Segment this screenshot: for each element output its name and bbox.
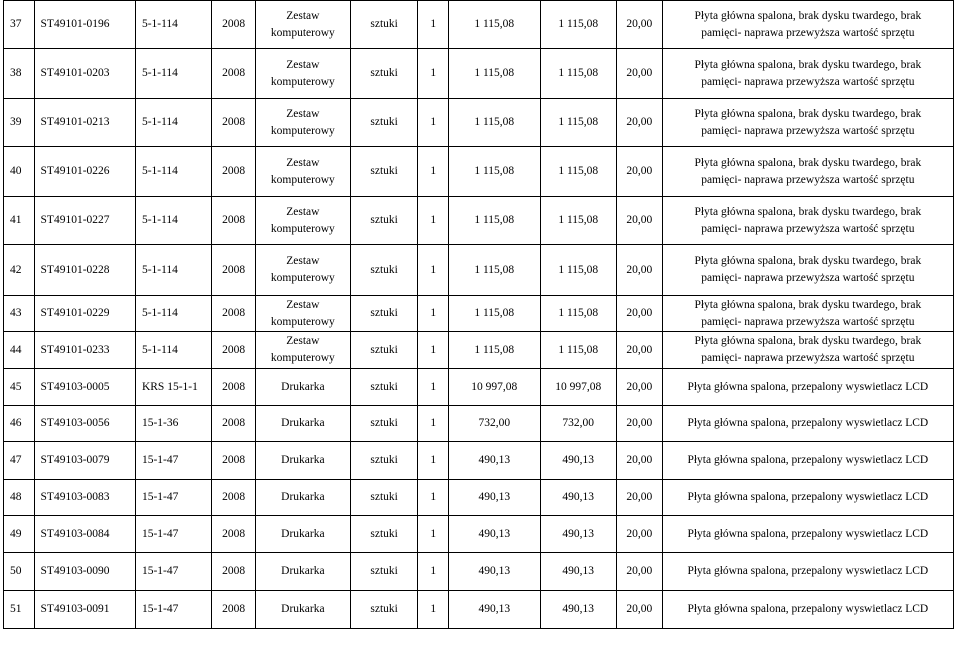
asset-table xyxy=(3,0,954,629)
row-number: 45 xyxy=(4,369,35,406)
year: 2008 xyxy=(212,245,256,296)
classification-code: KRS 15-1-1 xyxy=(135,369,211,406)
item-name-line1: Zestaw xyxy=(286,58,320,71)
quantity: 1 xyxy=(418,480,449,516)
total-value: 490,13 xyxy=(540,442,616,480)
unit: sztuki xyxy=(350,197,418,245)
unit: sztuki xyxy=(350,516,418,553)
total-value: 732,00 xyxy=(540,406,616,442)
item-name-line2: komputerowy xyxy=(270,26,335,39)
condition-description-line1: Płyta główna spalona, brak dysku twardego, brak xyxy=(694,255,922,267)
classification-code: 5-1-114 xyxy=(135,1,211,49)
item-name-line1: Drukarka xyxy=(281,454,325,466)
item-name-line1: Zestaw xyxy=(286,107,320,120)
rate: 20,00 xyxy=(616,591,662,629)
condition-description xyxy=(662,1,953,49)
total-value: 1 115,08 xyxy=(540,332,616,369)
classification-code: 5-1-114 xyxy=(135,99,211,147)
item-name-line2: komputerowy xyxy=(270,315,335,328)
item-name-line1: Drukarka xyxy=(281,417,325,429)
rate: 20,00 xyxy=(616,245,662,296)
year: 2008 xyxy=(212,147,256,197)
condition-description-line2: pamięci- naprawa przewyższa wartość sprzętu xyxy=(701,352,915,364)
total-value: 1 115,08 xyxy=(540,197,616,245)
unit-price: 490,13 xyxy=(448,516,540,553)
condition-description-line2: pamięci- naprawa przewyższa wartość sprzętu xyxy=(701,173,915,186)
inventory-number: ST49103-0091 xyxy=(34,591,135,629)
total-value: 490,13 xyxy=(540,553,616,591)
item-name xyxy=(255,516,350,553)
unit-price: 10 997,08 xyxy=(448,369,540,406)
condition-description xyxy=(662,99,953,147)
item-name xyxy=(255,296,350,332)
inventory-number: ST49103-0005 xyxy=(34,369,135,406)
unit-price: 1 115,08 xyxy=(448,197,540,245)
unit-price: 1 115,08 xyxy=(448,245,540,296)
item-name xyxy=(255,442,350,480)
condition-description-line1: Płyta główna spalona, przepalony wyswietlacz LCD xyxy=(687,565,929,577)
total-value: 1 115,08 xyxy=(540,147,616,197)
rate: 20,00 xyxy=(616,553,662,591)
condition-description xyxy=(662,480,953,516)
condition-description xyxy=(662,49,953,99)
condition-description xyxy=(662,332,953,369)
rate: 20,00 xyxy=(616,406,662,442)
classification-code: 15-1-47 xyxy=(135,591,211,629)
rate: 20,00 xyxy=(616,332,662,369)
classification-code: 15-1-47 xyxy=(135,480,211,516)
rate: 20,00 xyxy=(616,99,662,147)
unit-price: 490,13 xyxy=(448,442,540,480)
condition-description-line1: Płyta główna spalona, przepalony wyswietlacz LCD xyxy=(687,380,929,393)
item-name-line1: Zestaw xyxy=(286,298,320,311)
unit: sztuki xyxy=(350,296,418,332)
row-number: 38 xyxy=(4,49,35,99)
unit: sztuki xyxy=(350,591,418,629)
year: 2008 xyxy=(212,480,256,516)
condition-description-line2: pamięci- naprawa przewyższa wartość sprzętu xyxy=(701,315,915,328)
condition-description-line2: pamięci- naprawa przewyższa wartość sprzętu xyxy=(701,75,915,88)
inventory-number: ST49103-0079 xyxy=(34,442,135,480)
unit-price: 1 115,08 xyxy=(448,147,540,197)
quantity: 1 xyxy=(418,332,449,369)
item-name-line2: komputerowy xyxy=(270,75,335,88)
total-value: 10 997,08 xyxy=(540,369,616,406)
unit: sztuki xyxy=(350,99,418,147)
item-name-line1: Drukarka xyxy=(281,380,325,393)
inventory-number: ST49101-0227 xyxy=(34,197,135,245)
table-row xyxy=(4,332,954,369)
table-row xyxy=(4,49,954,99)
unit: sztuki xyxy=(350,332,418,369)
row-number: 48 xyxy=(4,480,35,516)
year: 2008 xyxy=(212,49,256,99)
quantity: 1 xyxy=(418,99,449,147)
unit-price: 1 115,08 xyxy=(448,99,540,147)
year: 2008 xyxy=(212,369,256,406)
rate: 20,00 xyxy=(616,147,662,197)
table-row xyxy=(4,197,954,245)
item-name-line1: Drukarka xyxy=(281,603,325,615)
table-row xyxy=(4,591,954,629)
row-number: 39 xyxy=(4,99,35,147)
item-name xyxy=(255,245,350,296)
year: 2008 xyxy=(212,296,256,332)
item-name-line1: Drukarka xyxy=(281,491,325,503)
item-name-line1: Zestaw xyxy=(286,205,320,218)
item-name-line1: Zestaw xyxy=(286,156,320,169)
classification-code: 5-1-114 xyxy=(135,296,211,332)
unit: sztuki xyxy=(350,369,418,406)
total-value: 1 115,08 xyxy=(540,296,616,332)
rate: 20,00 xyxy=(616,49,662,99)
unit: sztuki xyxy=(350,245,418,296)
quantity: 1 xyxy=(418,245,449,296)
quantity: 1 xyxy=(418,516,449,553)
year: 2008 xyxy=(212,99,256,147)
condition-description-line1: Płyta główna spalona, brak dysku twardego, brak xyxy=(694,9,922,22)
year: 2008 xyxy=(212,591,256,629)
quantity: 1 xyxy=(418,591,449,629)
item-name-line2: komputerowy xyxy=(270,124,335,137)
rate: 20,00 xyxy=(616,197,662,245)
table-row xyxy=(4,99,954,147)
table-row xyxy=(4,147,954,197)
table-row xyxy=(4,369,954,406)
inventory-number: ST49103-0090 xyxy=(34,553,135,591)
condition-description-line1: Płyta główna spalona, brak dysku twardego, brak xyxy=(694,205,922,218)
item-name xyxy=(255,480,350,516)
condition-description xyxy=(662,369,953,406)
condition-description-line2: pamięci- naprawa przewyższa wartość sprzętu xyxy=(701,222,915,235)
quantity: 1 xyxy=(418,369,449,406)
table-row xyxy=(4,480,954,516)
rate: 20,00 xyxy=(616,296,662,332)
classification-code: 5-1-114 xyxy=(135,147,211,197)
item-name xyxy=(255,147,350,197)
total-value: 1 115,08 xyxy=(540,245,616,296)
condition-description xyxy=(662,147,953,197)
row-number: 50 xyxy=(4,553,35,591)
total-value: 490,13 xyxy=(540,480,616,516)
row-number: 37 xyxy=(4,1,35,49)
row-number: 51 xyxy=(4,591,35,629)
row-number: 46 xyxy=(4,406,35,442)
unit: sztuki xyxy=(350,406,418,442)
table-row xyxy=(4,442,954,480)
unit-price: 1 115,08 xyxy=(448,49,540,99)
total-value: 490,13 xyxy=(540,516,616,553)
rate: 20,00 xyxy=(616,516,662,553)
unit: sztuki xyxy=(350,147,418,197)
condition-description-line1: Płyta główna spalona, przepalony wyswietlacz LCD xyxy=(687,603,929,615)
classification-code: 15-1-47 xyxy=(135,516,211,553)
table-row xyxy=(4,296,954,332)
item-name-line1: Drukarka xyxy=(281,565,325,577)
condition-description xyxy=(662,591,953,629)
item-name-line2: komputerowy xyxy=(270,222,335,235)
inventory-number: ST49103-0056 xyxy=(34,406,135,442)
condition-description xyxy=(662,442,953,480)
condition-description xyxy=(662,516,953,553)
row-number: 47 xyxy=(4,442,35,480)
condition-description-line1: Płyta główna spalona, brak dysku twardego, brak xyxy=(694,335,922,347)
year: 2008 xyxy=(212,332,256,369)
quantity: 1 xyxy=(418,442,449,480)
unit-price: 490,13 xyxy=(448,480,540,516)
condition-description xyxy=(662,553,953,591)
item-name-line2: komputerowy xyxy=(270,173,335,186)
item-name xyxy=(255,99,350,147)
classification-code: 15-1-36 xyxy=(135,406,211,442)
unit: sztuki xyxy=(350,480,418,516)
classification-code: 5-1-114 xyxy=(135,49,211,99)
total-value: 490,13 xyxy=(540,591,616,629)
unit: sztuki xyxy=(350,49,418,99)
condition-description-line1: Płyta główna spalona, brak dysku twardego, brak xyxy=(694,58,922,71)
year: 2008 xyxy=(212,516,256,553)
item-name xyxy=(255,406,350,442)
table-row xyxy=(4,406,954,442)
rate: 20,00 xyxy=(616,369,662,406)
condition-description xyxy=(662,245,953,296)
rate: 20,00 xyxy=(616,1,662,49)
condition-description-line1: Płyta główna spalona, brak dysku twardego, brak xyxy=(694,298,922,311)
inventory-number: ST49103-0084 xyxy=(34,516,135,553)
table-row xyxy=(4,1,954,49)
item-name-line1: Drukarka xyxy=(281,527,325,540)
total-value: 1 115,08 xyxy=(540,1,616,49)
row-number: 42 xyxy=(4,245,35,296)
unit: sztuki xyxy=(350,1,418,49)
item-name-line1: Zestaw xyxy=(286,9,320,22)
year: 2008 xyxy=(212,1,256,49)
inventory-number: ST49101-0233 xyxy=(34,332,135,369)
rate: 20,00 xyxy=(616,442,662,480)
condition-description-line1: Płyta główna spalona, brak dysku twardego, brak xyxy=(694,107,922,120)
item-name xyxy=(255,553,350,591)
item-name xyxy=(255,49,350,99)
quantity: 1 xyxy=(418,147,449,197)
condition-description-line1: Płyta główna spalona, brak dysku twardego, brak xyxy=(694,156,922,169)
classification-code: 15-1-47 xyxy=(135,553,211,591)
inventory-number: ST49103-0083 xyxy=(34,480,135,516)
year: 2008 xyxy=(212,442,256,480)
table-row xyxy=(4,516,954,553)
unit: sztuki xyxy=(350,553,418,591)
unit-price: 1 115,08 xyxy=(448,1,540,49)
condition-description-line1: Płyta główna spalona, przepalony wyswietlacz LCD xyxy=(687,417,929,429)
item-name-line2: komputerowy xyxy=(270,272,335,284)
quantity: 1 xyxy=(418,49,449,99)
item-name xyxy=(255,591,350,629)
unit-price: 490,13 xyxy=(448,553,540,591)
quantity: 1 xyxy=(418,553,449,591)
unit: sztuki xyxy=(350,442,418,480)
unit-price: 1 115,08 xyxy=(448,296,540,332)
condition-description xyxy=(662,406,953,442)
year: 2008 xyxy=(212,406,256,442)
item-name-line1: Zestaw xyxy=(286,335,320,347)
classification-code: 5-1-114 xyxy=(135,332,211,369)
condition-description-line1: Płyta główna spalona, przepalony wyswietlacz LCD xyxy=(687,491,929,503)
inventory-number: ST49101-0196 xyxy=(34,1,135,49)
year: 2008 xyxy=(212,553,256,591)
condition-description-line1: Płyta główna spalona, przepalony wyswietlacz LCD xyxy=(687,454,929,466)
table-row xyxy=(4,553,954,591)
row-number: 44 xyxy=(4,332,35,369)
total-value: 1 115,08 xyxy=(540,49,616,99)
unit-price: 1 115,08 xyxy=(448,332,540,369)
year: 2008 xyxy=(212,197,256,245)
item-name xyxy=(255,369,350,406)
condition-description-line1: Płyta główna spalona, przepalony wyswietlacz LCD xyxy=(687,527,929,540)
classification-code: 5-1-114 xyxy=(135,245,211,296)
condition-description xyxy=(662,197,953,245)
inventory-number: ST49101-0203 xyxy=(34,49,135,99)
condition-description-line2: pamięci- naprawa przewyższa wartość sprzętu xyxy=(701,26,915,39)
inventory-number: ST49101-0228 xyxy=(34,245,135,296)
condition-description-line2: pamięci- naprawa przewyższa wartość sprzętu xyxy=(701,124,915,137)
rate: 20,00 xyxy=(616,480,662,516)
row-number: 49 xyxy=(4,516,35,553)
classification-code: 15-1-47 xyxy=(135,442,211,480)
quantity: 1 xyxy=(418,296,449,332)
classification-code: 5-1-114 xyxy=(135,197,211,245)
item-name-line2: komputerowy xyxy=(270,352,335,364)
unit-price: 490,13 xyxy=(448,591,540,629)
row-number: 43 xyxy=(4,296,35,332)
condition-description-line2: pamięci- naprawa przewyższa wartość sprzętu xyxy=(701,272,915,284)
inventory-number: ST49101-0226 xyxy=(34,147,135,197)
quantity: 1 xyxy=(418,197,449,245)
total-value: 1 115,08 xyxy=(540,99,616,147)
row-number: 41 xyxy=(4,197,35,245)
condition-description xyxy=(662,296,953,332)
table-row xyxy=(4,245,954,296)
item-name xyxy=(255,1,350,49)
quantity: 1 xyxy=(418,406,449,442)
inventory-number: ST49101-0213 xyxy=(34,99,135,147)
unit-price: 732,00 xyxy=(448,406,540,442)
item-name xyxy=(255,332,350,369)
quantity: 1 xyxy=(418,1,449,49)
row-number: 40 xyxy=(4,147,35,197)
item-name xyxy=(255,197,350,245)
inventory-number: ST49101-0229 xyxy=(34,296,135,332)
item-name-line1: Zestaw xyxy=(286,255,320,267)
